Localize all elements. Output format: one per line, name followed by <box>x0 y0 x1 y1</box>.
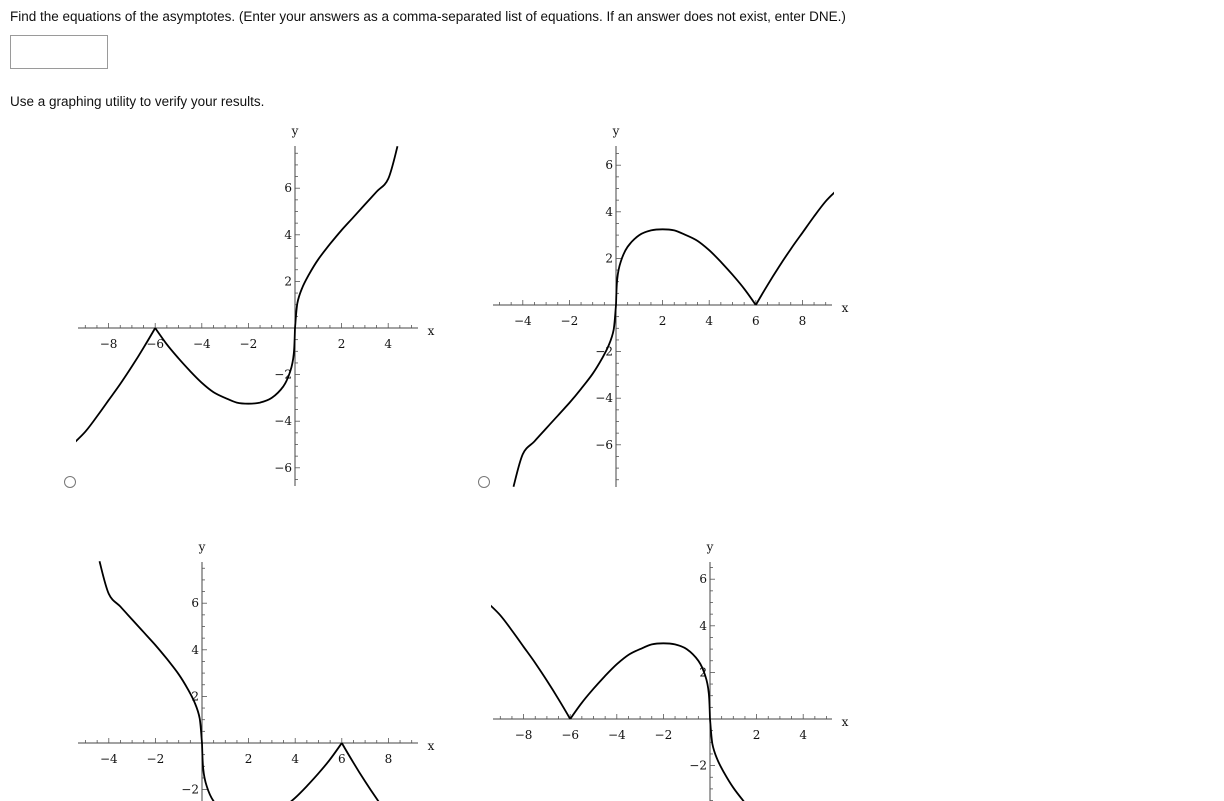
graph-choice-4 <box>489 540 849 801</box>
y-axis-label: y <box>612 124 620 138</box>
y-tick-label: 6 <box>284 181 292 196</box>
y-tick-label: −4 <box>274 414 292 429</box>
x-tick-label: −2 <box>146 752 165 766</box>
x-tick-label: 8 <box>384 752 393 766</box>
y-tick-label: 2 <box>605 251 613 266</box>
x-tick-label: −2 <box>239 337 258 351</box>
y-axis-label: y <box>198 540 206 554</box>
x-axis-label: x <box>841 715 849 729</box>
graph-choice-3 <box>78 540 435 801</box>
x-tick-label: −4 <box>607 728 626 742</box>
x-axis-label: x <box>427 324 435 338</box>
y-tick-label: 6 <box>605 158 613 173</box>
x-tick-label: 6 <box>337 752 346 766</box>
graph-curve-branch-3 <box>342 743 424 801</box>
x-tick-label: −4 <box>513 314 532 328</box>
x-tick-label: 4 <box>705 314 714 328</box>
y-tick-label: −6 <box>595 437 613 452</box>
y-tick-label: 2 <box>191 689 199 704</box>
y-tick-label: 4 <box>284 227 292 242</box>
y-tick-label: −4 <box>595 391 613 406</box>
x-axis-label: x <box>841 301 849 315</box>
x-tick-label: 2 <box>244 752 253 766</box>
graph-curve-branch-1 <box>295 146 398 328</box>
graph-curve-branch-2 <box>155 328 295 404</box>
graph-choice-1 <box>74 124 435 486</box>
y-tick-label: 4 <box>605 204 613 219</box>
y-axis-label: y <box>291 124 299 138</box>
graph-curve-branch-2 <box>616 229 756 305</box>
x-tick-label: 2 <box>337 337 346 351</box>
question-prompt: Find the equations of the asymptotes. (Enter your answers as a comma-separated list of equations. If an answer does not exist, enter DNE.) <box>10 9 846 24</box>
y-tick-label: 4 <box>191 642 199 657</box>
x-tick-label: −4 <box>192 337 211 351</box>
x-tick-label: 6 <box>751 314 760 328</box>
x-tick-label: −6 <box>146 337 165 351</box>
x-tick-label: −4 <box>99 752 118 766</box>
x-tick-label: 8 <box>798 314 807 328</box>
y-tick-label: 4 <box>699 618 707 633</box>
graph-curve-branch-2 <box>570 643 710 719</box>
y-tick-label: −2 <box>181 782 199 797</box>
graph-curve-branch-2 <box>202 743 342 801</box>
x-tick-label: −8 <box>514 728 533 742</box>
y-tick-label: 2 <box>699 665 707 680</box>
graphing-utility-hint: Use a graphing utility to verify your results. <box>10 94 265 109</box>
x-tick-label: −2 <box>560 314 579 328</box>
x-tick-label: 4 <box>799 728 808 742</box>
graph-curve-branch-3 <box>756 190 838 305</box>
graph-curve-branch-1 <box>100 561 203 743</box>
y-tick-label: −6 <box>274 460 292 475</box>
x-axis-label: x <box>427 739 435 753</box>
x-tick-label: −6 <box>561 728 580 742</box>
graph-choice-2 <box>493 124 849 487</box>
y-tick-label: −2 <box>689 758 707 773</box>
x-tick-label: −2 <box>654 728 673 742</box>
x-tick-label: 4 <box>291 752 300 766</box>
y-tick-label: 6 <box>191 596 199 611</box>
x-tick-label: 4 <box>384 337 393 351</box>
y-axis-label: y <box>706 540 714 554</box>
x-tick-label: 2 <box>658 314 667 328</box>
graph-curve-branch-1 <box>710 719 813 801</box>
y-tick-label: −2 <box>595 344 613 359</box>
x-tick-label: 2 <box>752 728 761 742</box>
y-tick-label: −2 <box>274 367 292 382</box>
y-tick-label: 6 <box>699 572 707 587</box>
y-tick-label: 2 <box>284 274 292 289</box>
graph-curve-branch-3 <box>489 604 571 719</box>
x-tick-label: −8 <box>99 337 118 351</box>
